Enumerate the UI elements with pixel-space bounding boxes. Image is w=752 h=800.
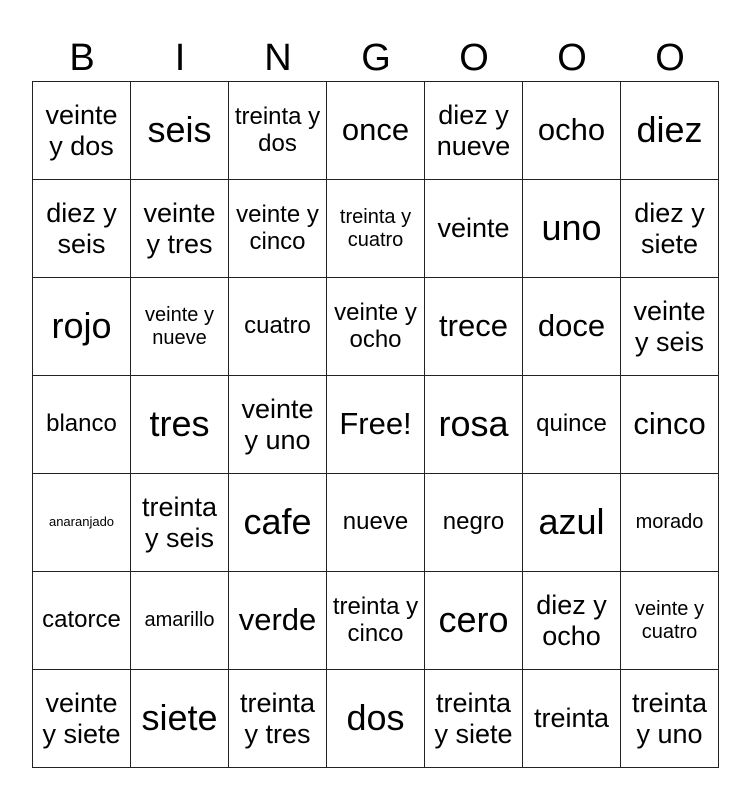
bingo-cell[interactable]: veinte y ocho xyxy=(327,278,425,376)
bingo-cell[interactable]: amarillo xyxy=(131,572,229,670)
header-letter-o-1: O xyxy=(459,37,489,79)
bingo-cell[interactable]: trece xyxy=(425,278,523,376)
bingo-cell[interactable]: quince xyxy=(523,376,621,474)
bingo-cell[interactable]: catorce xyxy=(33,572,131,670)
bingo-cell[interactable]: veinte y siete xyxy=(33,670,131,768)
header-letter-g: G xyxy=(361,37,391,79)
bingo-cell[interactable]: dos xyxy=(327,670,425,768)
bingo-cell[interactable]: veinte y tres xyxy=(131,180,229,278)
bingo-cell[interactable]: anaranjado xyxy=(33,474,131,572)
bingo-cell[interactable]: treinta y uno xyxy=(621,670,719,768)
bingo-cell[interactable]: treinta y cinco xyxy=(327,572,425,670)
bingo-cell[interactable]: cero xyxy=(425,572,523,670)
bingo-cell[interactable]: veinte y uno xyxy=(229,376,327,474)
bingo-cell[interactable]: diez y seis xyxy=(33,180,131,278)
bingo-cell[interactable]: veinte y nueve xyxy=(131,278,229,376)
header-letter-o-3: O xyxy=(655,37,685,79)
bingo-cell[interactable]: negro xyxy=(425,474,523,572)
bingo-cell[interactable]: uno xyxy=(523,180,621,278)
bingo-cell[interactable]: veinte y cinco xyxy=(229,180,327,278)
bingo-cell[interactable]: rojo xyxy=(33,278,131,376)
bingo-cell[interactable]: veinte y cuatro xyxy=(621,572,719,670)
header-letter-o-2: O xyxy=(557,37,587,79)
bingo-cell[interactable]: treinta y dos xyxy=(229,82,327,180)
bingo-cell[interactable]: cinco xyxy=(621,376,719,474)
bingo-header xyxy=(33,34,719,82)
bingo-cell[interactable]: treinta xyxy=(523,670,621,768)
bingo-cell[interactable]: seis xyxy=(131,82,229,180)
bingo-cell[interactable]: siete xyxy=(131,670,229,768)
bingo-cell[interactable]: treinta y seis xyxy=(131,474,229,572)
free-space-cell[interactable]: Free! xyxy=(327,376,425,474)
bingo-cell[interactable]: cuatro xyxy=(229,278,327,376)
bingo-cell[interactable]: treinta y tres xyxy=(229,670,327,768)
bingo-cell[interactable]: verde xyxy=(229,572,327,670)
bingo-cell[interactable]: diez xyxy=(621,82,719,180)
bingo-cell[interactable]: veinte xyxy=(425,180,523,278)
bingo-cell[interactable]: nueve xyxy=(327,474,425,572)
bingo-cell[interactable]: diez y siete xyxy=(621,180,719,278)
bingo-cell[interactable]: veinte y dos xyxy=(33,82,131,180)
bingo-cell[interactable]: treinta y siete xyxy=(425,670,523,768)
header-letter-i: I xyxy=(174,37,186,79)
bingo-cell[interactable]: azul xyxy=(523,474,621,572)
bingo-cell[interactable]: tres xyxy=(131,376,229,474)
bingo-cell[interactable]: doce xyxy=(523,278,621,376)
bingo-cell[interactable]: treinta y cuatro xyxy=(327,180,425,278)
bingo-cell[interactable]: diez y ocho xyxy=(523,572,621,670)
bingo-cell[interactable]: rosa xyxy=(425,376,523,474)
bingo-cell[interactable]: morado xyxy=(621,474,719,572)
header-letter-b: B xyxy=(69,37,95,79)
bingo-cell[interactable]: once xyxy=(327,82,425,180)
bingo-cell[interactable]: blanco xyxy=(33,376,131,474)
bingo-cell[interactable]: ocho xyxy=(523,82,621,180)
bingo-cell[interactable]: veinte y seis xyxy=(621,278,719,376)
header-letter-n: N xyxy=(264,37,292,79)
bingo-cell[interactable]: diez y nueve xyxy=(425,82,523,180)
bingo-card-grid xyxy=(32,81,719,768)
bingo-cell[interactable]: cafe xyxy=(229,474,327,572)
